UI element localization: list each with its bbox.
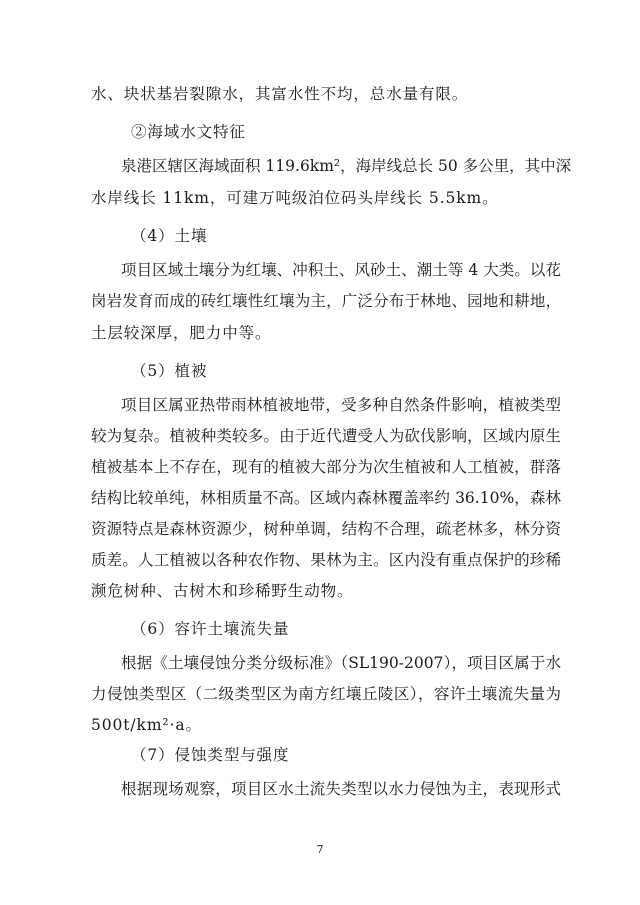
section-heading: （4）土壤 <box>131 227 208 245</box>
text-line: 项目区域土壤分为红壤、冲积土、风砂土、潮土等 4 大类。以花 <box>121 261 561 279</box>
text-line: 500t/km²·a。 <box>91 716 202 734</box>
text-line: 根据《土壤侵蚀分类分级标准》（SL190-2007），项目区属于水 <box>121 654 561 672</box>
text-line: 濒危树种、古树木和珍稀野生动物。 <box>91 582 354 600</box>
text-line: 根据现场观察，项目区水土流失类型以水力侵蚀为主，表现形式 <box>121 780 561 798</box>
text-line: 较为复杂。植被种类较多。由于近代遭受人为砍伐影响，区域内原生 <box>91 427 561 445</box>
text-line: 土层较深厚，肥力中等。 <box>91 324 272 342</box>
text-line: 水、块状基岩裂隙水，其富水性不均，总水量有限。 <box>91 85 469 103</box>
text-line: 项目区属亚热带雨林植被地带，受多种自然条件影响，植被类型 <box>121 396 561 414</box>
section-heading: （7）侵蚀类型与强度 <box>131 746 290 764</box>
page-number: 7 <box>316 843 324 856</box>
text-line: 结构比较单纯，林相质量不高。区域内森林覆盖率约 36.10%，森林 <box>91 489 561 507</box>
text-line: 力侵蚀类型区（二级类型区为南方红壤丘陵区），容许土壤流失量为 <box>91 685 561 703</box>
text-line: 资源特点是森林资源少，树种单调，结构不合理，疏老林多，林分资 <box>91 520 561 538</box>
text-line: 质差。人工植被以各种农作物、果林为主。区内没有重点保护的珍稀 <box>91 551 561 569</box>
text-line: 泉港区辖区海域面积 119.6km²，海岸线总长 50 多公里，其中深 <box>121 157 572 175</box>
text-line: 植被基本上不存在，现有的植被大部分为次生植被和人工植被，群落 <box>91 458 561 476</box>
section-heading: ②海域水文特征 <box>131 123 246 141</box>
section-heading: （5）植被 <box>131 362 208 380</box>
text-line: 岗岩发育而成的砖红壤性红壤为主，广泛分布于林地、园地和耕地， <box>91 292 561 310</box>
section-heading: （6）容许土壤流失量 <box>131 620 290 638</box>
text-line: 水岸线长 11km，可建万吨级泊位码头岸线长 5.5km。 <box>91 189 499 207</box>
